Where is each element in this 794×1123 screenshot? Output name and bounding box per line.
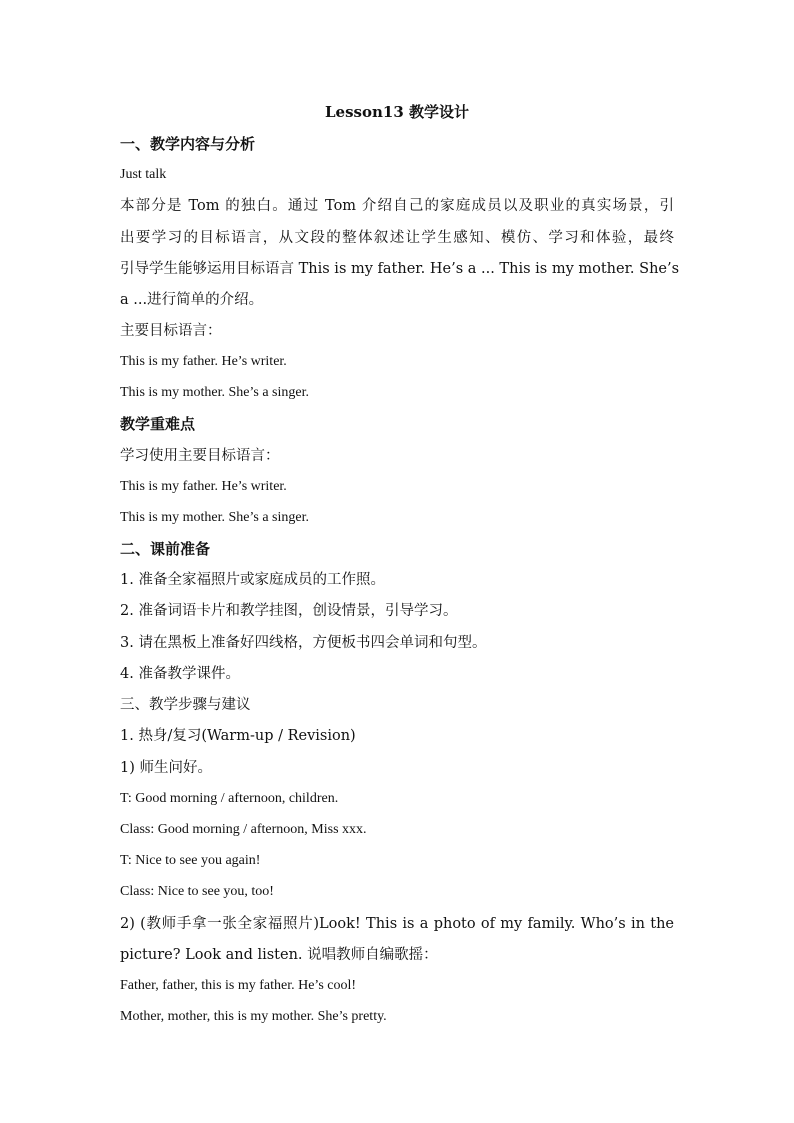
preparation-item: 2. 准备词语卡片和教学挂图，创设情景，引导学习。 xyxy=(120,603,458,619)
target-language-label: 主要目标语言： xyxy=(120,323,222,339)
paragraph-line: 引导学生能够运用目标语言 This is my father. He’s a ... This is my mother. She’s xyxy=(120,261,680,277)
section-heading-content-analysis: 一、教学内容与分析 xyxy=(120,135,256,153)
step-heading: 1. 热身/复习(Warm-up / Revision) xyxy=(120,728,356,744)
section-heading-teaching-steps: 三、教学步骤与建议 xyxy=(120,697,251,713)
dialogue-line: T: Good morning / afternoon, children. xyxy=(120,791,339,806)
step-item: 1) 师生问好。 xyxy=(120,760,212,776)
step-item: 2) (教师手拿一张全家福照片)Look! This is a photo of my family. Who’s in the xyxy=(120,916,674,932)
example-sentence: This is my father. He’s writer. xyxy=(120,479,287,494)
section-heading-key-points: 教学重难点 xyxy=(120,415,196,433)
paragraph-line: 出要学习的目标语言，从文段的整体叙述让学生感知、模仿、学习和体验，最终 xyxy=(120,230,674,246)
example-sentence: This is my mother. She’s a singer. xyxy=(120,385,309,400)
dialogue-line: Class: Good morning / afternoon, Miss xxx. xyxy=(120,822,367,837)
dialogue-line: Class: Nice to see you, too! xyxy=(120,884,274,899)
key-points-label: 学习使用主要目标语言： xyxy=(120,448,280,464)
paragraph-line: a ...进行简单的介绍。 xyxy=(120,292,264,308)
paragraph-line: 本部分是 Tom 的独白。通过 Tom 介绍自己的家庭成员以及职业的真实场景，引 xyxy=(120,198,674,214)
example-sentence: This is my mother. She’s a singer. xyxy=(120,510,309,525)
chant-line: Father, father, this is my father. He’s cool! xyxy=(120,978,357,993)
paragraph-line: picture? Look and listen. 说唱教师自编歌摇： xyxy=(120,947,438,963)
preparation-item: 1. 准备全家福照片或家庭成员的工作照。 xyxy=(120,572,385,588)
preparation-item: 4. 准备教学课件。 xyxy=(120,666,240,682)
preparation-item: 3. 请在黑板上准备好四线格，方便板书四会单词和句型。 xyxy=(120,635,487,651)
example-sentence: This is my father. He’s writer. xyxy=(120,354,287,369)
chant-line: Mother, mother, this is my mother. She’s pretty. xyxy=(120,1009,387,1024)
dialogue-line: T: Nice to see you again! xyxy=(120,853,261,868)
subsection-just-talk: Just talk xyxy=(120,167,167,182)
document-title: Lesson13 教学设计 xyxy=(325,103,469,121)
section-heading-preparation: 二、课前准备 xyxy=(120,540,211,558)
